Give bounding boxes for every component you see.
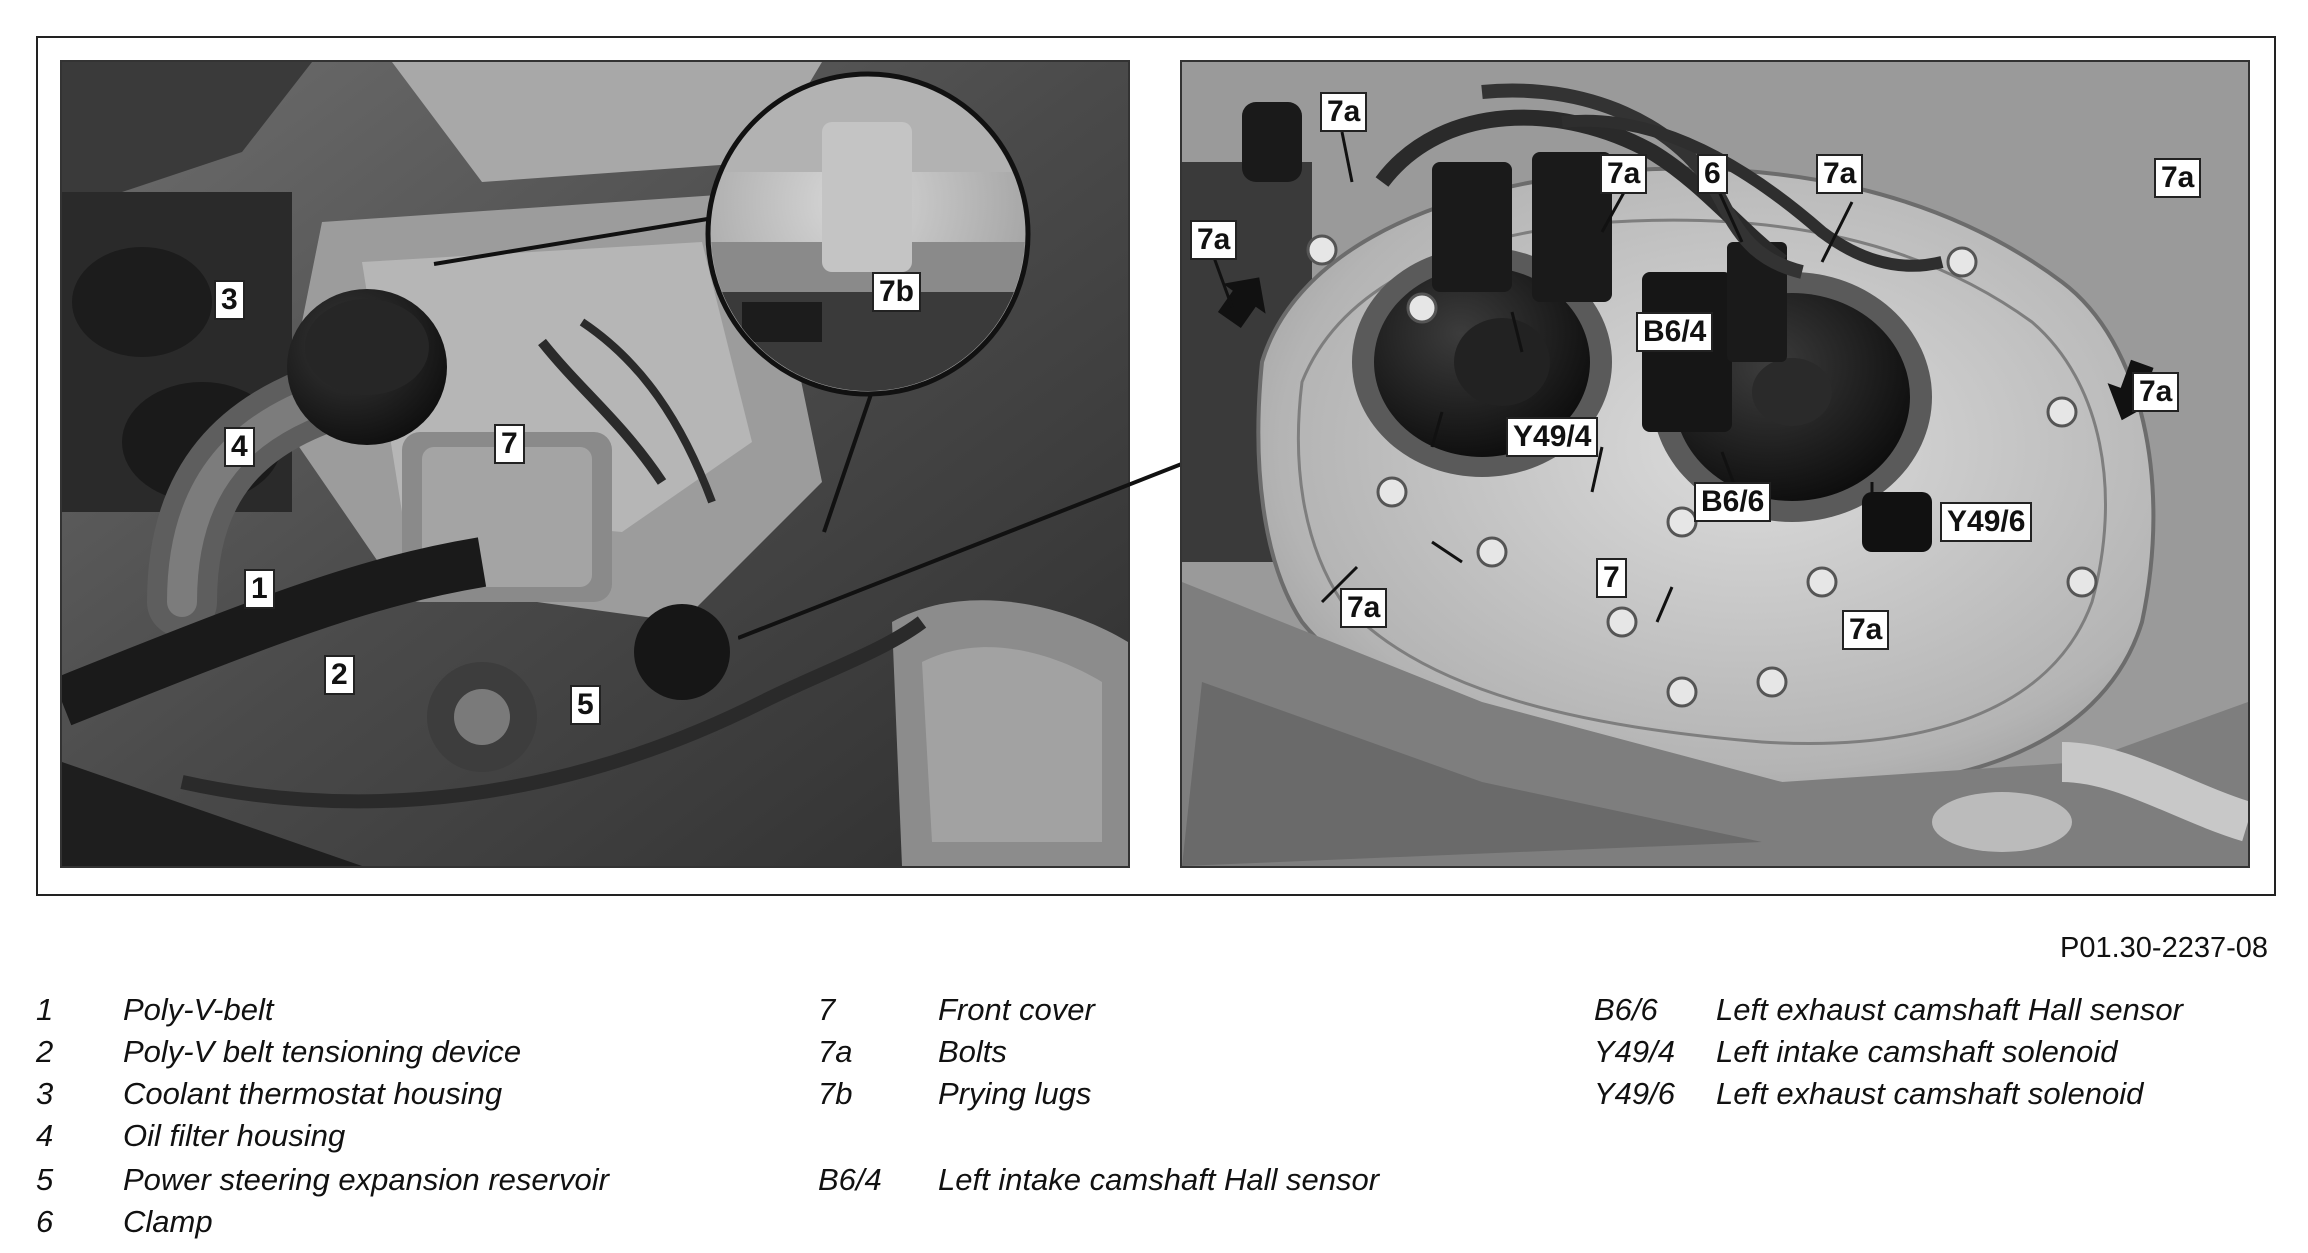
callout-5: 5	[570, 685, 601, 725]
callout-2: 2	[324, 655, 355, 695]
callout-b6-4: B6/4	[1636, 312, 1713, 352]
diagram-code: P01.30-2237-08	[2060, 932, 2268, 964]
callout-7a-top-right: 7a	[2154, 158, 2201, 198]
callout-7a-upper: 7a	[1600, 154, 1647, 194]
callout-7a-bottom: 7a	[1842, 610, 1889, 650]
callout-1: 1	[244, 569, 275, 609]
callout-y49-6: Y49/6	[1940, 502, 2032, 542]
callout-7: 7	[1596, 558, 1627, 598]
callout-b6-6: B6/6	[1694, 482, 1771, 522]
front-cover-photo	[1180, 60, 2250, 868]
callout-7a-right: 7a	[1816, 154, 1863, 194]
callout-7a-bottom-left: 7a	[1340, 588, 1387, 628]
callout-7a-left: 7a	[1190, 220, 1237, 260]
figure-frame	[36, 36, 2276, 896]
pointer-line	[738, 438, 1218, 658]
callout-4: 4	[224, 427, 255, 467]
callout-6: 6	[1697, 154, 1728, 194]
callout-y49-4: Y49/4	[1506, 417, 1598, 457]
callout-7a-top: 7a	[1320, 92, 1367, 132]
callout-3: 3	[214, 280, 245, 320]
callout-7b: 7b	[872, 272, 921, 312]
callout-7a-far-right: 7a	[2132, 372, 2179, 412]
callout-7: 7	[494, 424, 525, 464]
